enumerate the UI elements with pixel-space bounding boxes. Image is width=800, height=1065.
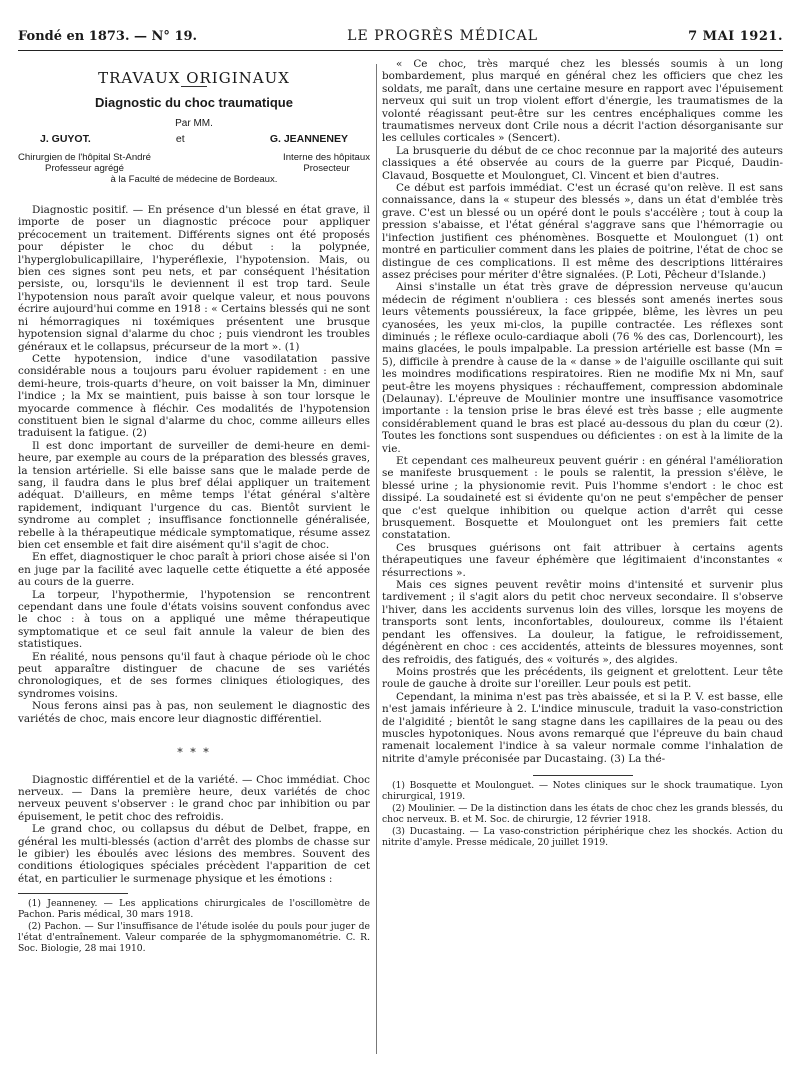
footnote: (2) Moulinier. — De la distinction dans les états de choc chez les grands blessés, du choc nerveux. B. et M. Soc. de chirurgie, 12 février 1918. <box>382 803 783 826</box>
author-1: J. GUYOT. <box>40 133 91 146</box>
section-stars: * * * <box>177 746 211 760</box>
left-body <box>18 204 370 725</box>
left-footnotes <box>18 898 370 954</box>
section-title: TRAVAUX ORIGINAUX <box>98 69 290 87</box>
authors <box>18 133 370 145</box>
paragraph: Ces brusques guérisons ont fait attribuer à certains agents thérapeutiques une faveur éphémère que légitimaient d'inconstantes « résurrections ». <box>382 541 783 579</box>
footnote: (1) Jeanneney. — Les applications chirurgicales de l'oscillomètre de Pachon. Paris médical, 30 mars 1918. <box>18 898 370 921</box>
paragraph: En effet, diagnostiquer le choc paraît à priori chose aisée si l'on en juge par la facilité avec laquelle cette étiquette a été apposée au cours de la guerre. <box>18 551 370 589</box>
paragraph: Ce début est parfois immédiat. C'est un écrasé qu'on relève. Il est sans connaissance, dans la « stupeur des blessés », dans un état d'emblée très grave. C'est un blessé ou un opéré dont le pouls s'accélère ; tout à coup la pression s'abaisse, et l'état général s'aggrave sans que l'hémorragie ou l'infection justifient ces phénomènes. Bosquette et Moulonguet (1) ont montré en particulier comment dans les plaies de poitrine, l'état de choc se distingue de ces complications. Il est même des descriptions littéraires assez précises pour mériter d'être signalées. (P. Loti, Pêcheur d'Islande.) <box>382 182 783 281</box>
author-conjunction: et <box>175 133 185 146</box>
affiliation-2: Interne des hôpitaux Prosecteur <box>283 151 370 174</box>
left-column <box>18 58 370 955</box>
header-rule <box>18 50 783 51</box>
paragraph: Cependant, la minima n'est pas très abaissée, et si la P. V. est basse, elle n'est jamais inférieure à 2. L'indice minuscule, traduit la vaso-constriction de l'algidité ; bientôt le sang stagne dans les capillaires de la peau ou des muscles hypotoniques. Nous avons remarqué que l'épreuve du bain chaud ramenait localement l'indice à sa valeur normale comme l'inhalation de nitrite d'amyle préconisée par Ducastaing. (3) La thé- <box>382 690 783 765</box>
right-column <box>382 58 783 849</box>
paragraph: Diagnostic différentiel et de la variété. — Choc immédiat. Choc nerveux. — Dans la première heure, deux variétés de choc nerveux peuvent s'observer : le grand choc par inhibition ou par épuisement, le petit choc des refroidis. <box>18 773 370 823</box>
author-2: G. JEANNENEY <box>269 133 348 146</box>
paragraph: Diagnostic positif. — En présence d'un blessé en état grave, il importe de poser un diagnostic précoce pour appliquer précocement un traitement. Différents signes ont été proposés pour dépister le choc du début : la polypnée, l'hyperglobulicapillaire, l'hyperéflexie, l'hypotension. Mais, ou bien ces signes sont peu nets, et par conséquent l'hésitation persiste, ou, lorsqu'ils le deviennent il est trop tard. Seule l'hypotension nous paraît avoir quelque valeur, et nous pouvons écrire aujourd'hui comme en 1918 : « Certains blessés qui ne sont ni hémorragiques ni toxémiques présentent une brusque hypotension signal d'alarme du choc ; puis viendront les troubles généraux et le collapsus, précurseur de la mort ». (1) <box>18 204 370 353</box>
paragraph: Mais ces signes peuvent revêtir moins d'intensité et survenir plus tardivement ; il s'agit alors du petit choc nerveux secondaire. Il s'observe l'hiver, dans les accidents survenus loin des villes, lorsque les moyens de transports sont lents, inconfortables, douloureux, comme ils l'étaient pendant les offensives. La douleur, la fatigue, le refroidissement, dégénèrent en choc : ces accidentés, atteints de blessures moyennes, sont des refroidis, des fatigués, des « voiturés », des algides. <box>382 579 783 666</box>
page-header <box>18 28 783 50</box>
right-body <box>382 58 783 765</box>
byline: Par MM. <box>175 117 213 129</box>
column-divider <box>376 64 377 1054</box>
paragraph: Ainsi s'installe un état très grave de dépression nerveuse qu'aucun médecin de régiment n'oubliera : ces blessés sont amenés inertes sous leurs vêtements poussiéreux, la face grippée, blême, les lèvres un peu cyanosées, les yeux mi-clos, la pupille contractée. Les réflexes sont diminués ; le réflexe oculo-cardiaque aboli (76 % des cas, Dorlencourt), les mains glacées, le pouls impalpable. La pression artérielle est basse (Mn = 5), difficile à prendre à cause de la « danse » de l'aiguille oscillante qui suit les moindres modifications respiratoires. Rien ne modifie Mx ni Mn, sauf peut-être les moyens physiques : réchauffement, compression abdominale (Delaunay). L'épreuve de Moulinier montre une insuffisance vasomotrice importante : la tension prise le bras élevé est très basse ; elle augmente considérablement quand le bras est placé au-dessous du plan du cœur (2). Toutes les fonctions sont suspendues ou déficientes : on est à la limite de la vie. <box>382 281 783 455</box>
paragraph: Moins prostrés que les précédents, ils geignent et grelottent. Leur tête roule de gauche à droite sur l'oreiller. Leur pouls est petit. <box>382 665 783 691</box>
paragraph: Le grand choc, ou collapsus du début de Delbet, frappe, en général les multi-blessés (action d'arrêt des plombs de chasse sur le gibier) les éboulés avec lésions des membres. Souvent des conditions étiologiques spéciales précèdent l'apparition de cet état, en particulier le surmenage physique et les émotions : <box>18 823 370 885</box>
paragraph: Cette hypotension, indice d'une vasodilatation passive considérable nous a toujours paru évoluer rapidement : en une demi-heure, trois-quarts d'heure, on voit baisser la Mn, diminuer l'indice ; la Mx se maintient, puis baisse à son tour lorsque le myocarde commence à fléchir. Ces modalités de l'hypotension constituent bien le signal d'alarme du choc, comme ailleurs elles traduisent la fatigue. (2) <box>18 352 370 440</box>
footnote-rule-left <box>18 893 128 894</box>
footnote-rule-right <box>533 775 633 776</box>
paragraph: La brusquerie du début de ce choc reconnue par la majorité des auteurs classiques a été observée au cours de la guerre par Picqué, Daudin-Clavaud, Bosquette et Moulonguet, Cl. Vincent et bien d'autres. <box>382 144 783 182</box>
paragraph: Il est donc important de surveiller de demi-heure en demi-heure, par exemple au cours de la préparation des blessés graves, la tension artérielle. Si elle baisse sans que le malade perde de sang, il faudra dans le plus bref délai appliquer un traitement adéquat. D'ailleurs, en même temps l'état général s'altère rapidement, indiquant l'urgence du cas. Bientôt survient le syndrome au complet ; insuffisance fonctionnelle généralisée, rebelle à la thérapeutique médicale symptomatique, résume assez bien cet ensemble et fait dire aisément qu'il s'agit de choc. <box>18 439 370 551</box>
header-founded: Fondé en 1873. — N° 19. <box>18 29 198 44</box>
paragraph: En réalité, nous pensons qu'il faut à chaque période où le choc peut apparaître distinguer de chacune de ses variétés chronologiques, et de ses formes cliniques étiologiques, des syndromes voisins. <box>18 650 370 700</box>
paragraph: La torpeur, l'hypothermie, l'hypotension se rencontrent cependant dans une foule d'états voisins souvent confondus avec le choc : à tous on a appliqué une même thérapeutique symptomatique et ce seul fait annule la valeur de bien des statistiques. <box>18 588 370 651</box>
left-body-2 <box>18 774 370 886</box>
affiliation-common: à la Faculté de médecine de Bordeaux. <box>110 173 278 185</box>
header-journal-title: LE PROGRÈS MÉDICAL <box>347 28 538 44</box>
right-footnotes <box>382 780 783 848</box>
footnote: (2) Pachon. — Sur l'insuffisance de l'étude isolée du pouls pour juger de l'état d'entraînement. Valeur comparée de la sphygmomanométrie. C. R. Soc. Biologie, 28 mai 1910. <box>18 921 370 955</box>
paragraph: Et cependant ces malheureux peuvent guérir : en général l'amélioration se manifeste brusquement : le pouls se ralentit, la pression s'élève, le blessé urine ; la physionomie revit. Puis l'homme s'endort : le choc est dissipé. La soudaineté est si évidente qu'on ne peut s'empêcher de penser que c'est quelque inhibition ou quelque action d'arrêt qui cesse brusquement. Bosquette et Moulonguet ont les premiers fait cette constatation. <box>382 455 783 542</box>
header-date: 7 MAI 1921. <box>688 29 783 44</box>
affiliations <box>18 152 370 174</box>
article-title: Diagnostic du choc traumatique <box>95 95 293 111</box>
footnote: (1) Bosquette et Moulonguet. — Notes cliniques sur le shock traumatique. Lyon chirurgical, 1919. <box>382 780 783 803</box>
journal-page <box>18 28 783 1058</box>
footnote: (3) Ducastaing. — La vaso-constriction périphérique chez les shockés. Action du nitrite d'amyle. Presse médicale, 20 juillet 1919. <box>382 826 783 849</box>
paragraph: « Ce choc, très marqué chez les blessés soumis à un long bombardement, plus marqué en général chez les officiers que chez les soldats, me paraît, dans une certaine mesure en rapport avec l'épuisement nerveux qui suit un trop violent effort d'énergie, les traumatismes de la volonté réagissant peut-être sur les centres encéphaliques comme les traumatismes nerveux dont Crile nous a décrit l'action désorganisante sur les cellules corticales » (Sencert). <box>382 58 783 145</box>
affiliation-1: Chirurgien de l'hôpital St-André Professeur agrégé <box>18 151 152 174</box>
paragraph: Nous ferons ainsi pas à pas, non seulement le diagnostic des variétés de choc, mais encore leur diagnostic différentiel. <box>18 700 370 725</box>
